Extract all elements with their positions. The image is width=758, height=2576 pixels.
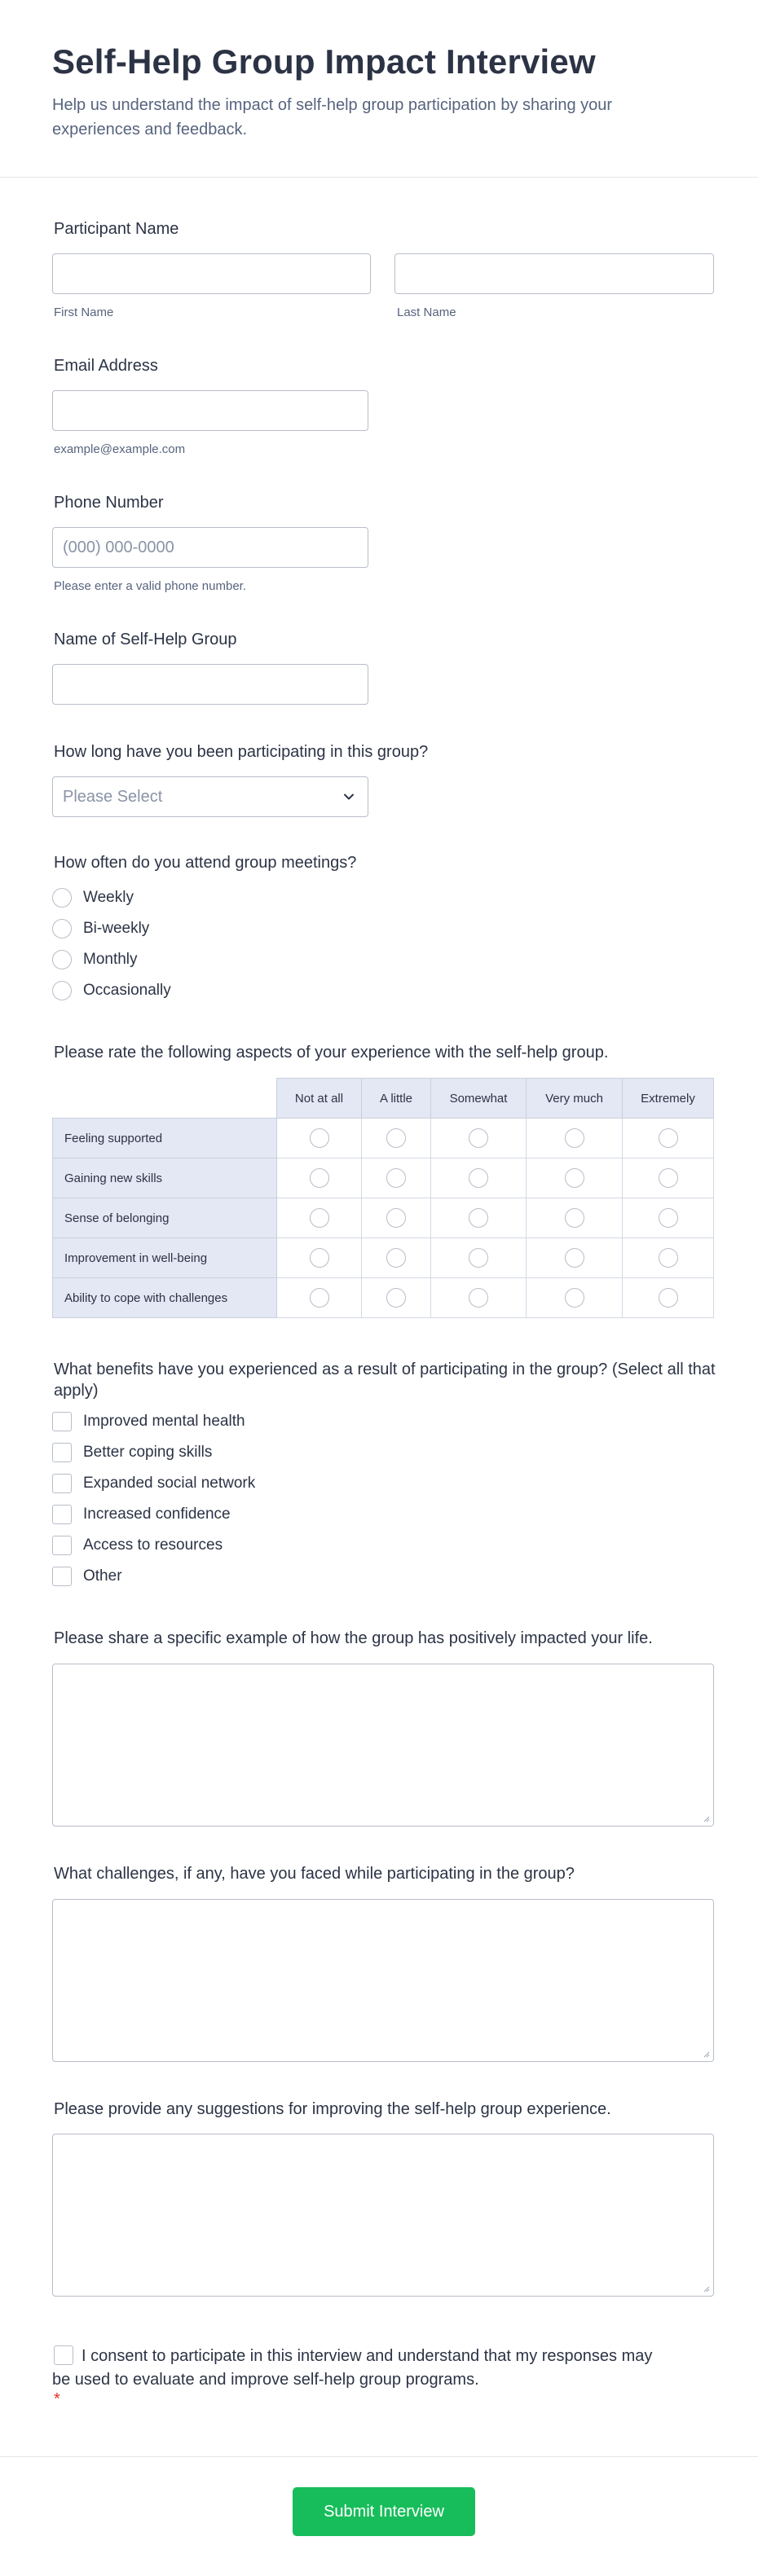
checkbox[interactable] — [52, 1412, 72, 1431]
challenges-label: What challenges, if any, have you faced while participating in the group? — [54, 1865, 575, 1883]
matrix-row — [53, 1198, 714, 1238]
required-mark: * — [54, 2390, 60, 2408]
matrix-radio[interactable] — [386, 1128, 406, 1148]
frequency-option-label: Occasionally — [83, 982, 171, 999]
duration-select[interactable] — [52, 776, 368, 817]
benefits-option[interactable] — [52, 1505, 231, 1524]
benefits-option-label: Improved mental health — [83, 1413, 245, 1430]
matrix-column-header: A little — [362, 1079, 431, 1119]
challenges-textarea[interactable] — [52, 1899, 714, 2062]
matrix-radio[interactable] — [310, 1288, 329, 1308]
matrix-radio[interactable] — [469, 1288, 488, 1308]
group-name-label: Name of Self-Help Group — [54, 631, 237, 648]
matrix-radio[interactable] — [469, 1248, 488, 1268]
matrix-radio[interactable] — [386, 1208, 406, 1228]
email-sublabel: example@example.com — [54, 442, 186, 456]
suggestions-textarea[interactable] — [52, 2134, 714, 2297]
checkbox[interactable] — [52, 1443, 72, 1462]
matrix-radio[interactable] — [310, 1248, 329, 1268]
matrix-radio[interactable] — [386, 1288, 406, 1308]
benefits-option-label: Increased confidence — [83, 1506, 231, 1523]
benefits-option-label: Better coping skills — [83, 1444, 213, 1461]
matrix-column-header: Very much — [527, 1079, 623, 1119]
frequency-option[interactable] — [52, 919, 149, 939]
frequency-option[interactable] — [52, 888, 134, 908]
benefits-option[interactable] — [52, 1412, 245, 1431]
matrix-radio[interactable] — [659, 1128, 678, 1148]
participant-name-label: Participant Name — [54, 220, 179, 238]
group-name-input[interactable] — [52, 664, 368, 705]
example-textarea[interactable] — [52, 1664, 714, 1826]
radio-button[interactable] — [52, 919, 72, 939]
email-label: Email Address — [54, 357, 158, 375]
resize-handle-icon[interactable] — [702, 1814, 710, 1822]
frequency-option[interactable] — [52, 950, 138, 969]
frequency-option[interactable] — [52, 981, 171, 1000]
matrix-column-header: Somewhat — [431, 1079, 527, 1119]
benefits-option-label: Expanded social network — [83, 1475, 256, 1492]
matrix-row — [53, 1158, 714, 1198]
matrix-row-label: Sense of belonging — [53, 1198, 277, 1238]
chevron-down-icon — [342, 789, 356, 804]
duration-select-value: Please Select — [63, 787, 163, 806]
frequency-option-label: Bi-weekly — [83, 920, 150, 937]
matrix-radio[interactable] — [469, 1128, 488, 1148]
resize-handle-icon[interactable] — [702, 2050, 710, 2058]
matrix-column-header: Not at all — [277, 1079, 362, 1119]
matrix-radio[interactable] — [659, 1288, 678, 1308]
consent-checkbox[interactable] — [54, 2345, 73, 2365]
benefits-option[interactable] — [52, 1443, 212, 1462]
matrix-row-label: Ability to cope with challenges — [53, 1278, 277, 1318]
radio-button[interactable] — [52, 888, 72, 908]
matrix-column-header: Extremely — [623, 1079, 714, 1119]
last-name-input[interactable] — [394, 253, 714, 294]
matrix-corner — [53, 1079, 277, 1119]
suggestions-label: Please provide any suggestions for improving the self-help group experience. — [54, 2100, 611, 2118]
email-field[interactable] — [52, 390, 368, 431]
matrix-radio[interactable] — [659, 1208, 678, 1228]
benefits-option[interactable] — [52, 1474, 255, 1493]
checkbox[interactable] — [52, 1505, 72, 1524]
matrix-radio[interactable] — [469, 1168, 488, 1188]
matrix-radio[interactable] — [565, 1208, 584, 1228]
matrix-radio[interactable] — [659, 1248, 678, 1268]
radio-button[interactable] — [52, 950, 72, 969]
matrix-radio[interactable] — [565, 1168, 584, 1188]
last-name-sublabel: Last Name — [397, 306, 456, 319]
consent-field[interactable] — [52, 2345, 672, 2392]
page-title: Self-Help Group Impact Interview — [52, 42, 596, 81]
duration-label: How long have you been participating in this group? — [54, 743, 429, 761]
footer-divider — [0, 2456, 758, 2457]
matrix-radio[interactable] — [565, 1288, 584, 1308]
consent-text: I consent to participate in this interview and understand that my responses may be used to evaluate and improve self-help group programs. — [52, 2347, 653, 2389]
benefits-option[interactable] — [52, 1567, 122, 1586]
phone-sublabel: Please enter a valid phone number. — [54, 579, 246, 593]
matrix-radio[interactable] — [386, 1248, 406, 1268]
resize-handle-icon[interactable] — [702, 2284, 710, 2292]
matrix-row-label: Improvement in well-being — [53, 1238, 277, 1278]
matrix-row — [53, 1119, 714, 1158]
rating-matrix — [52, 1078, 714, 1318]
benefits-label: What benefits have you experienced as a result of participating in the group? (Select all that apply) — [54, 1361, 716, 1400]
example-label: Please share a specific example of how the group has positively impacted your life. — [54, 1629, 653, 1647]
frequency-option-label: Monthly — [83, 951, 138, 968]
checkbox[interactable] — [52, 1536, 72, 1555]
matrix-radio[interactable] — [659, 1168, 678, 1188]
matrix-radio[interactable] — [386, 1168, 406, 1188]
phone-label: Phone Number — [54, 494, 164, 512]
matrix-radio[interactable] — [310, 1128, 329, 1148]
benefits-option-label: Access to resources — [83, 1536, 223, 1554]
submit-button[interactable]: Submit Interview — [293, 2487, 475, 2536]
checkbox[interactable] — [52, 1474, 72, 1493]
benefits-option-label: Other — [83, 1567, 122, 1585]
matrix-row — [53, 1238, 714, 1278]
radio-button[interactable] — [52, 981, 72, 1000]
matrix-radio[interactable] — [310, 1168, 329, 1188]
matrix-row-label: Feeling supported — [53, 1119, 277, 1158]
frequency-label: How often do you attend group meetings? — [54, 854, 357, 872]
checkbox[interactable] — [52, 1567, 72, 1586]
matrix-row-label: Gaining new skills — [53, 1158, 277, 1198]
phone-field[interactable]: (000) 000-0000 — [52, 527, 368, 568]
matrix-radio[interactable] — [565, 1128, 584, 1148]
matrix-radio[interactable] — [469, 1208, 488, 1228]
page-subtitle: Help us understand the impact of self-help group participation by sharing your experiences and feedback. — [52, 96, 613, 138]
matrix-radio[interactable] — [565, 1248, 584, 1268]
matrix-radio[interactable] — [310, 1208, 329, 1228]
rating-label: Please rate the following aspects of your experience with the self-help group. — [54, 1044, 609, 1062]
first-name-sublabel: First Name — [54, 306, 114, 319]
frequency-option-label: Weekly — [83, 889, 134, 906]
form-header — [0, 0, 758, 178]
benefits-option[interactable] — [52, 1536, 223, 1555]
matrix-row — [53, 1278, 714, 1318]
first-name-input[interactable] — [52, 253, 371, 294]
